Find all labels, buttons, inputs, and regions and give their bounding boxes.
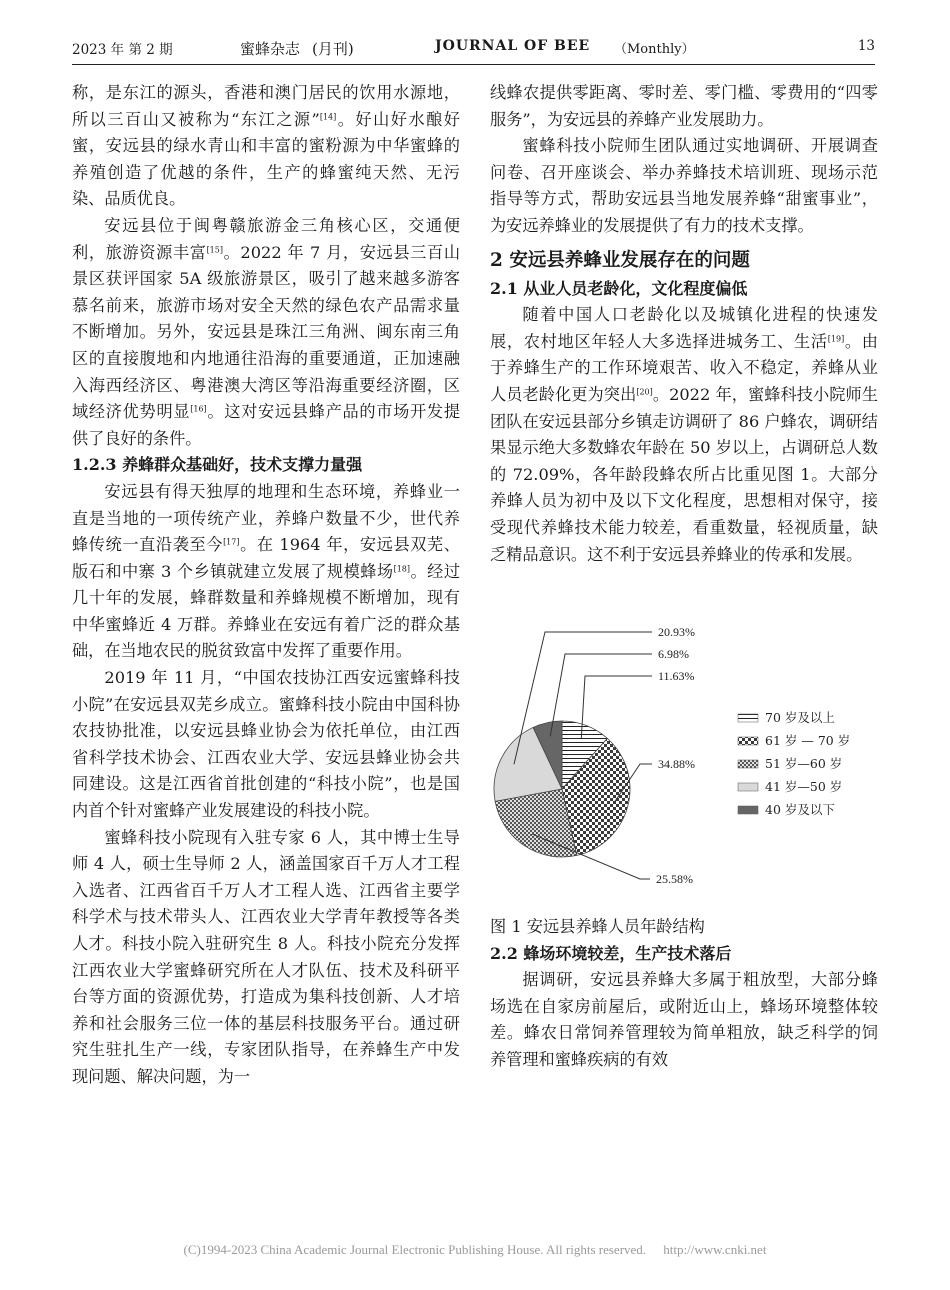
paragraph: 安远县位于闽粤赣旅游金三角核心区，交通便利，旅游资源丰富[15]。2022 年 7 月，安远县三百山景区获评国家 5A 级旅游景区，吸引了越来越多游客慕名前来，旅游市场对安全天然的绿色农产品需求量不断增加。另外，安远县是珠江三角洲、闽东南三角区的直接腹地和内地通往沿海的重要通道，正加速融入海西经济区、粤港澳大湾区等沿海重要经济圈，区域经济优势明显[16]。这对安远县蜂产品的市场开发提供了良好的条件。 (72, 215, 461, 448)
legend-swatch-1 (738, 714, 758, 722)
subsection-heading: 2.2 蜂场环境较差，生产技术落后 (490, 943, 732, 963)
data-label-2: 34.88% (658, 757, 695, 772)
section-heading: 1.2.3 养蜂群众基础好，技术支撑力量强 (72, 455, 363, 475)
paragraph: 线蜂农提供零距离、零时差、零门槛、零费用的“四零服务”，为安远县的养蜂产业发展助力。 (490, 83, 878, 129)
legend-label-3: 51 岁—60 岁 (765, 756, 843, 772)
left-column (72, 80, 460, 1091)
citation: [14] (319, 112, 337, 121)
copyright-footer (0, 1242, 950, 1258)
paragraph: 随着中国人口老龄化以及城镇化进程的快速发展，农村地区年轻人大多选择进城务工、生活[19]。由于养蜂生产的工作环境艰苦、收入不稳定，养蜂从业人员老龄化更为突出[20]。2022 年，蜜蜂科技小院师生团队在安远县部分乡镇走访调研了 86 户蜂农，调研结果显示绝大多数蜂农年龄在 50 岁以上，占调研总人数的 72.09%，各年龄段蜂农所占比重见图 1。大部分养蜂人员为初中及以下文化程度，思想相对保守，接受现代养蜂技术能力较差，看重数量，轻视质量，缺乏精品意识。这不利于安远县养蜂业的传承和发展。 (490, 305, 879, 564)
legend-label-5: 40 岁及以下 (765, 802, 835, 818)
data-label-3: 25.58% (656, 872, 693, 887)
data-label-4: 20.93% (658, 625, 695, 640)
citation: [18] (393, 564, 410, 574)
age-structure-figure (490, 624, 878, 914)
right-column (490, 80, 878, 1074)
citation: [16] (190, 404, 207, 414)
section-heading: 2 安远县养蜂业发展存在的问题 (490, 249, 750, 271)
citation: [20] (636, 387, 653, 397)
issue-number: 2023 年 第 2 期 (72, 42, 173, 58)
paragraph: 2019 年 11 月，“中国农技协江西安远蜜蜂科技小院”在安远县双芜乡成立。蜜蜂科技小院由中国科协农技协批准，以安远县蜂业协会为依托单位，由江西省科学技术协会、江西农业大学、安远县蜂业协会共同建设。这是江西省首批创建的“科技小院”，也是国内首个针对蜜蜂产业发展建设的科技小院。 (72, 668, 460, 821)
legend-label-1: 70 岁及以上 (765, 710, 835, 726)
legend-label-4: 41 岁—50 岁 (765, 779, 843, 795)
legend-swatch-2 (738, 737, 758, 745)
legend-swatch-4 (738, 783, 758, 791)
data-label-5: 6.98% (658, 647, 689, 662)
paragraph: 安远县有得天独厚的地理和生态环境，养蜂业一直是当地的一项传统产业，养蜂户数量不少，世代养蜂传统一直沿袭至今[17]。在 1964 年，安远县双芜、版石和中寨 3 个乡镇就建立发展了规模蜂场[18]。经过几十年的发展，蜂群数量和养蜂规模不断增加，现有中华蜜蜂近 4 万群。养蜂业在安远有着广泛的群众基础，在当地农民的脱贫致富中发挥了重要作用。 (72, 481, 461, 661)
legend-swatch-5 (738, 806, 758, 814)
paragraph: 蜜蜂科技小院现有入驻专家 6 人，其中博士生导师 4 人，硕士生导师 2 人，涵盖国家百千万人才工程入选者、江西省百千万人才工程人选、江西省主要学科学术与技术带头人、江西农业大学青年教授等各类人才。科技小院入驻研究生 8 人。科技小院充分发挥江西农业大学蜜蜂研究所在人才队伍、技术及科研平台等方面的资源优势，打造成为集科技创新、人才培养和社会服务三位一体的基层科技服务平台。通过研究生驻扎生产一线，专家团队指导，在养蜂生产中发现问题、解决问题，为一 (72, 827, 460, 1086)
figure-caption: 图 1 安远县养蜂人员年龄结构 (490, 917, 705, 937)
journal-frequency-en: （Monthly） (614, 42, 695, 57)
data-label-1: 11.63% (658, 669, 695, 684)
running-header (72, 38, 875, 60)
page-number: 13 (857, 38, 875, 54)
pie-chart (490, 624, 878, 914)
legend-swatch-3 (738, 760, 758, 768)
paragraph: 称，是东江的源头，香港和澳门居民的饮用水源地，所以三百山又被称为“东江之源”[14]。好山好水酿好蜜，安远县的绿水青山和丰富的蜜粉源为中华蜜蜂的养殖创造了优越的条件，生产的蜂蜜纯天然、无污染、品质优良。 (72, 83, 460, 209)
subsection-heading: 2.1 从业人员老龄化，文化程度偏低 (490, 278, 748, 298)
paragraph: 蜜蜂科技小院师生团队通过实地调研、开展调查问卷、召开座谈会、举办养蜂技术培训班、现场示范指导等方式，帮助安远县当地发展养蜂“甜蜜事业”，为安远养蜂业的发展提供了有力的技术支撑。 (490, 136, 878, 235)
citation: [19] (827, 334, 845, 344)
journal-name-en: JOURNAL OF BEE (435, 38, 591, 54)
journal-name-cn: 蜜蜂杂志 (240, 40, 301, 58)
header-rule (72, 64, 875, 65)
citation: [15] (206, 244, 223, 254)
legend-label-2: 61 岁 — 70 岁 (765, 733, 851, 749)
journal-frequency-cn: (月刊) (312, 40, 354, 58)
paragraph: 据调研，安远县养蜂大多属于粗放型，大部分蜂场选在自家房前屋后，或附近山上，蜂场环境整体较差。蜂农日常饲养管理较为简单粗放，缺乏科学的饲养管理和蜜蜂疾病的有效 (490, 970, 878, 1070)
footer-url[interactable]: http://www.cnki.net (663, 1242, 767, 1257)
copyright-text: (C)1994-2023 China Academic Journal Electronic Publishing House. All rights reserved. (183, 1242, 647, 1257)
citation: [17] (223, 537, 240, 547)
